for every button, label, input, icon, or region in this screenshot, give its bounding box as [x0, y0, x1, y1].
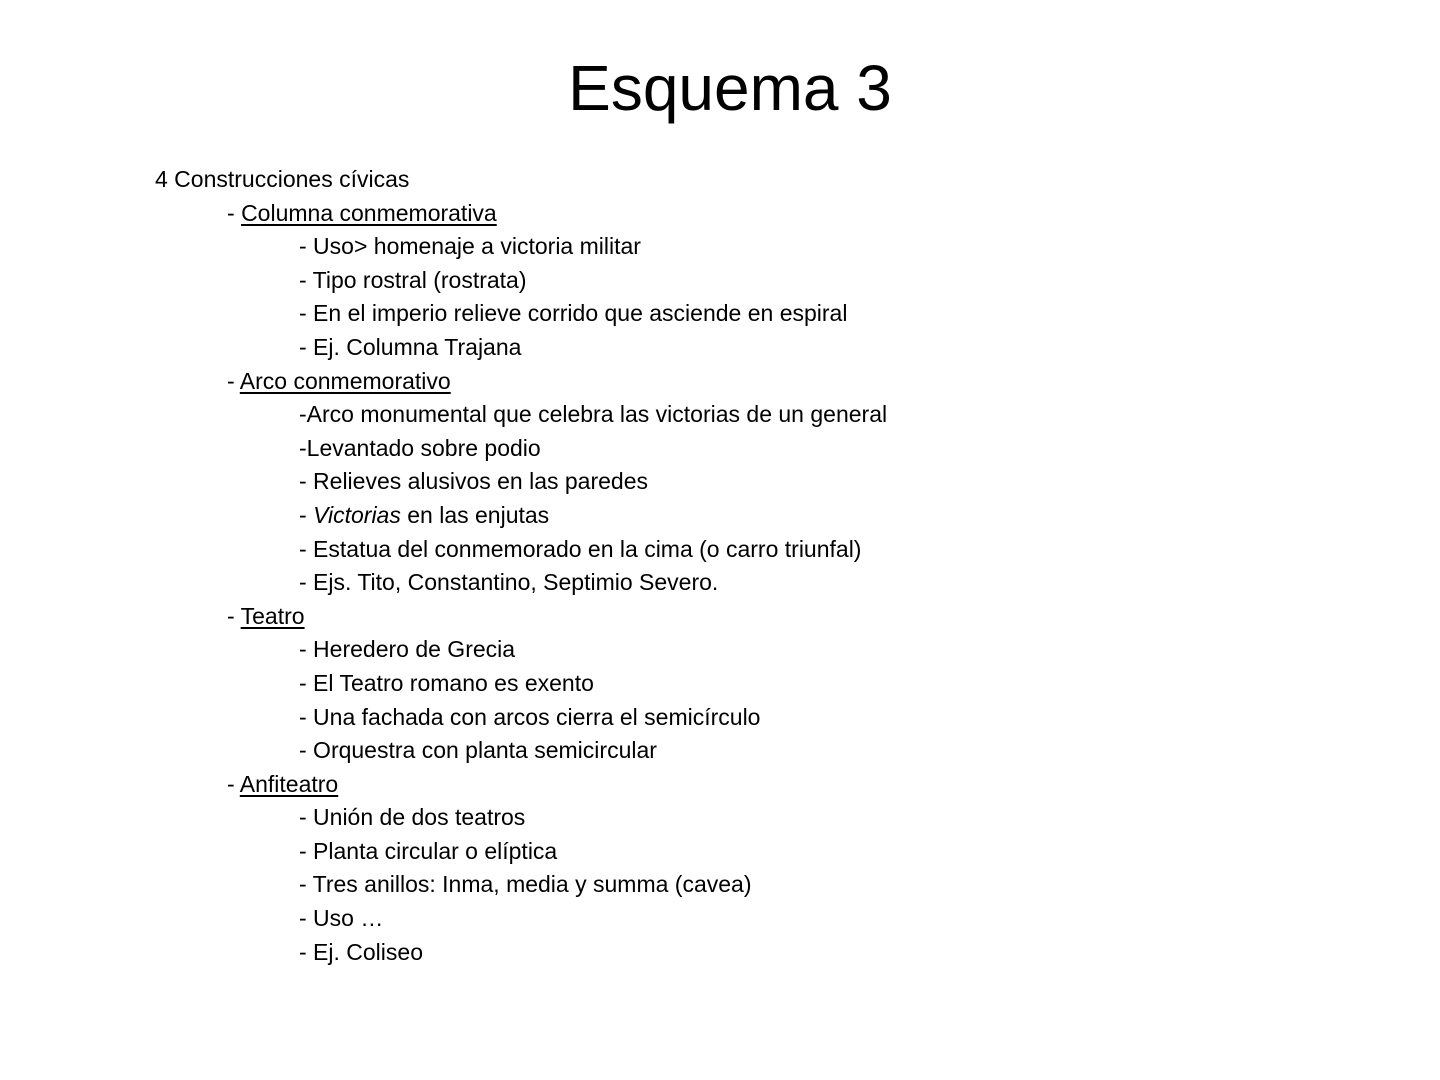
- section-prefix: -: [227, 602, 241, 629]
- section-label: Teatro: [240, 602, 305, 629]
- list-item: - Una fachada con arcos cierra el semicírculo: [299, 703, 761, 730]
- outline: [155, 163, 1355, 969]
- list-item: - Estatua del conmemorado en la cima (o carro triunfal): [299, 535, 862, 562]
- section-heading-teatro: [155, 600, 1355, 634]
- section-label: Columna conmemorativa: [241, 199, 497, 226]
- list-item: - Tipo rostral (rostrata): [299, 266, 527, 293]
- section-heading-arco: [155, 365, 1355, 399]
- list-item: - Orquestra con planta semicircular: [299, 737, 657, 764]
- list-item: - Unión de dos teatros: [299, 804, 526, 831]
- list-item: - Heredero de Grecia: [299, 636, 516, 663]
- list-item: -Levantado sobre podio: [299, 434, 541, 461]
- item-rest: en las enjutas: [400, 501, 550, 528]
- list-item: - Planta circular o elíptica: [299, 837, 558, 864]
- italic-term: Victorias: [313, 501, 401, 528]
- item-prefix: -: [299, 501, 314, 528]
- section-heading-columna: [155, 197, 1355, 231]
- list-item: -Arco monumental que celebra las victorias de un general: [299, 401, 888, 428]
- list-item: - Tres anillos: Inma, media y summa (cavea): [299, 871, 752, 898]
- section-label: Anfiteatro: [239, 770, 339, 797]
- section-label: Arco conmemorativo: [239, 367, 451, 394]
- page-title: Esquema 3: [568, 52, 892, 124]
- list-item: - En el imperio relieve corrido que asciende en espiral: [299, 300, 848, 327]
- list-item: - Ej. Coliseo: [299, 938, 423, 965]
- section-prefix: -: [227, 770, 240, 797]
- list-item: - Uso> homenaje a victoria militar: [299, 233, 641, 260]
- list-item: - Relieves alusivos en las paredes: [299, 468, 649, 495]
- section-prefix: -: [227, 199, 242, 226]
- list-item: - Ej. Columna Trajana: [299, 333, 522, 360]
- list-item-victorias: [155, 499, 1355, 533]
- section-heading-anfiteatro: [155, 768, 1355, 802]
- list-item: - Uso …: [299, 905, 384, 932]
- outline-heading: 4 Construcciones cívicas: [155, 166, 410, 192]
- list-item: - Ejs. Tito, Constantino, Septimio Severo.: [299, 569, 719, 596]
- section-prefix: -: [227, 367, 240, 394]
- list-item: - El Teatro romano es exento: [299, 669, 594, 696]
